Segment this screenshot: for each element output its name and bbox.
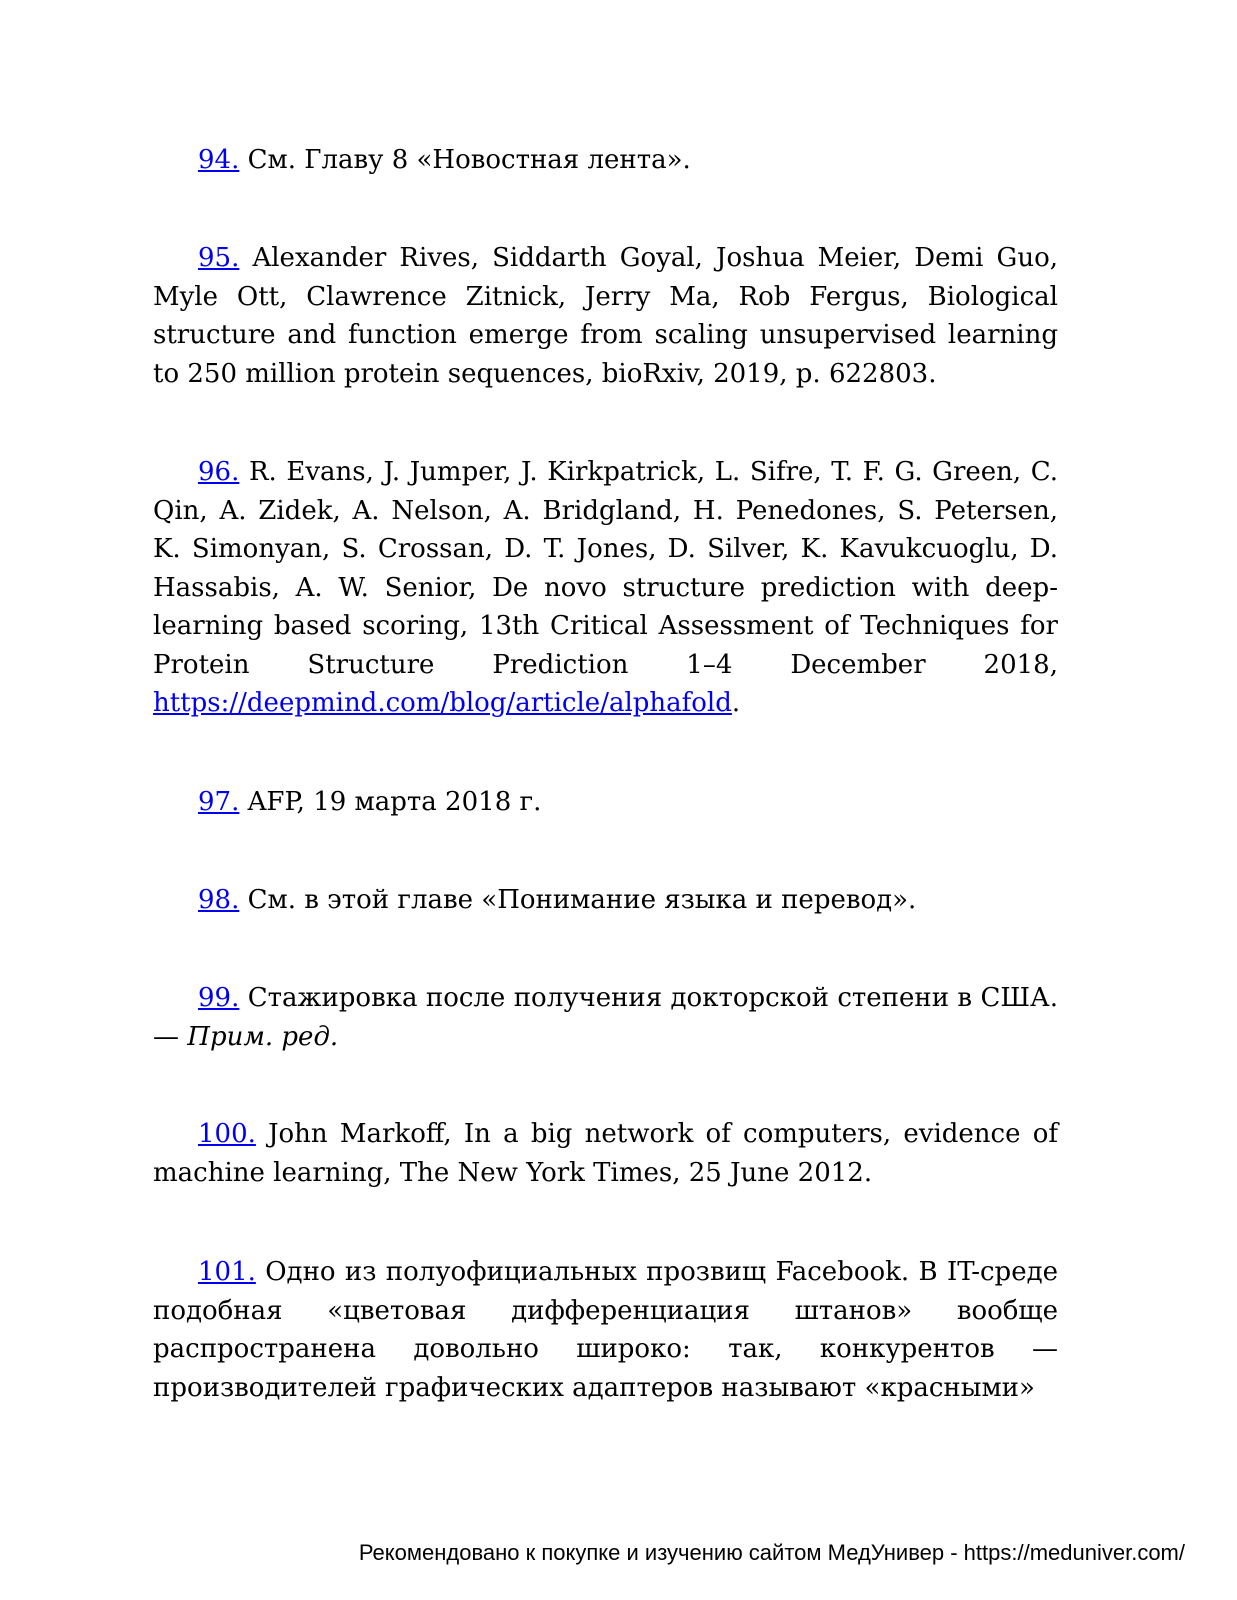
note-text: Одно из полуофициальных прозвищ Facebook. В IT-среде подобная «цветовая дифференциация штанов» вообще распространена довольно широко: так, конкурентов — производителей графических адаптеров называют «красными» (153, 1257, 1058, 1403)
note-number-link[interactable]: 101. (198, 1257, 256, 1287)
alphafold-url-link[interactable]: https://deepmind.com/blog/article/alphafold (153, 688, 732, 718)
note-number-link[interactable]: 94. (198, 145, 240, 175)
note-94 (153, 141, 1058, 180)
note-text: AFP, 19 марта 2018 г. (239, 787, 542, 817)
note-number-link[interactable]: 100. (198, 1119, 256, 1149)
note-text: John Markoff, In a big network of computers, evidence of machine learning, The New York Times, 25 June 2012. (153, 1119, 1058, 1188)
note-number-link[interactable]: 97. (198, 787, 240, 817)
note-italic-remark: Прим. ред. (187, 1021, 339, 1052)
note-99 (153, 979, 1058, 1056)
note-101 (153, 1253, 1058, 1407)
note-95 (153, 239, 1058, 393)
note-number-link[interactable]: 98. (198, 885, 240, 915)
note-tail: . (731, 688, 741, 718)
note-100 (153, 1115, 1058, 1192)
note-text: Alexander Rives, Siddarth Goyal, Joshua Meier, Demi Guo, Myle Ott, Clawrence Zitnick, Jerry Ma, Rob Fergus, Biological structure and function emerge from scaling unsupervised learning to 250 million protein sequences, bioRxiv, 2019, p. 622803. (153, 243, 1058, 389)
note-97 (153, 783, 1058, 822)
note-number-link[interactable]: 96. (198, 457, 240, 487)
note-98 (153, 881, 1058, 920)
note-96 (153, 453, 1058, 723)
note-text: R. Evans, J. Jumper, J. Kirkpatrick, L. Sifre, T. F. G. Green, C. Qin, A. Zidek, A. Nelson, A. Bridgland, H. Penedones, S. Petersen, K. Simonyan, S. Crossan, D. T. Jones, D. Silver, K. Kavukcuoglu, D. Hassabis, A. W. Senior, De novo structure prediction with deep-learning based scoring, 13th Critical Assessment of Techniques for Protein Structure Prediction 1–4 December 2018, (153, 457, 1058, 680)
note-text: См. Главу 8 «Новостная лента». (239, 145, 691, 175)
note-number-link[interactable]: 95. (198, 243, 240, 273)
note-text: См. в этой главе «Понимание языка и перевод». (239, 885, 917, 915)
note-text: Стажировка после получения докторской степени в США. — (153, 983, 1058, 1052)
footer-recommendation: Рекомендовано к покупке и изучению сайтом МедУнивер - https://meduniver.com/ (358, 1540, 1185, 1565)
note-number-link[interactable]: 99. (198, 983, 240, 1013)
